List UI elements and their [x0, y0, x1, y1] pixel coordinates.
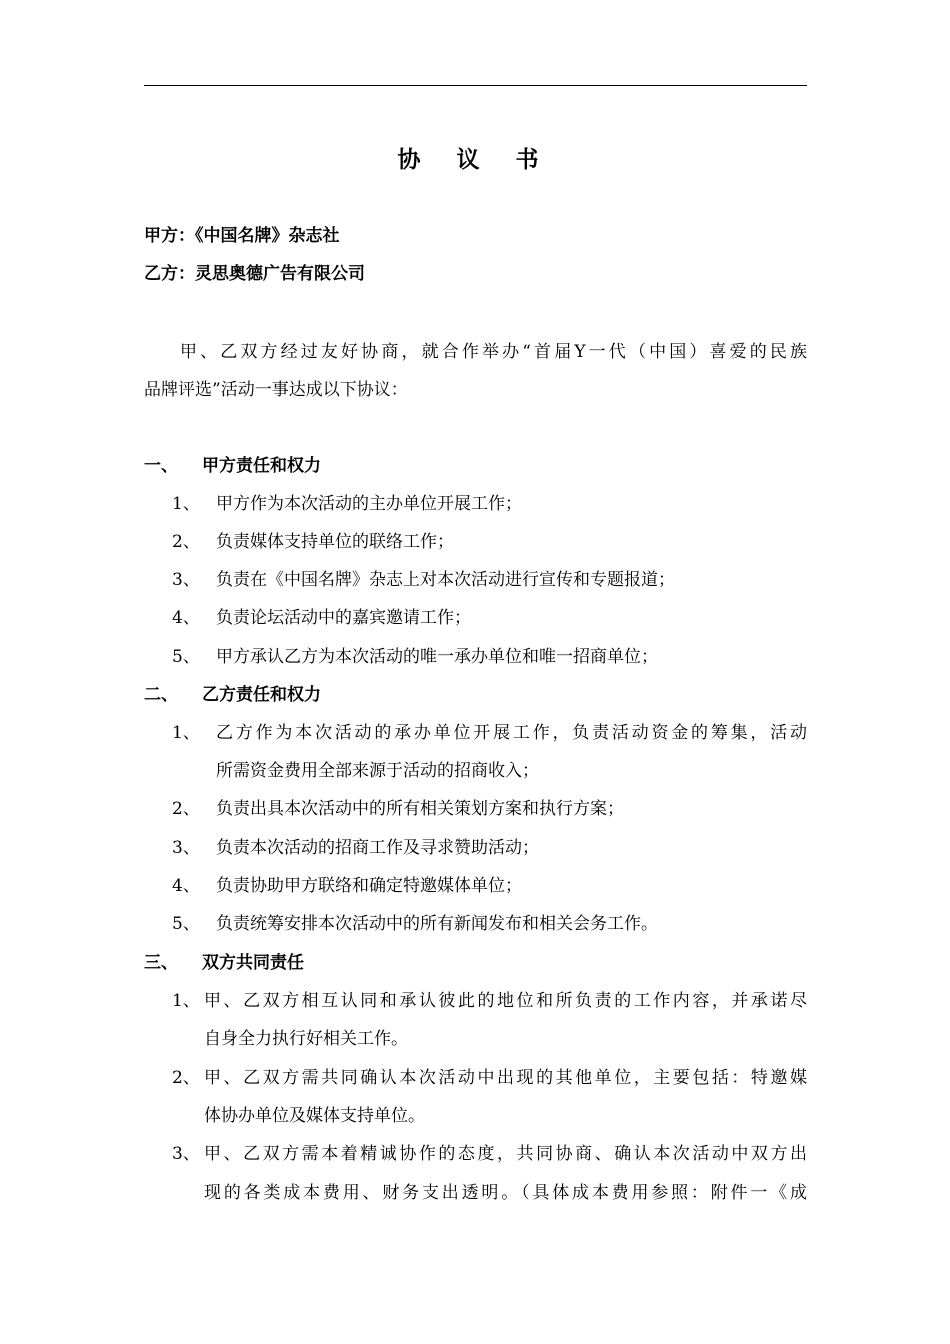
section-number: 一、: [144, 456, 178, 476]
section-title: 乙方责任和权力: [202, 685, 321, 705]
item-text: 负责出具本次活动中的所有相关策划方案和执行方案；: [216, 799, 624, 819]
item-text: 现的各类成本费用、财务支出透明。（具体成本费用参照：附件一《成: [204, 1183, 807, 1203]
item-text: 乙方作为本次活动的承办单位开展工作，负责活动资金的筹集，活动: [216, 723, 807, 743]
item-text: 所需资金费用全部来源于活动的招商收入；: [216, 761, 539, 781]
item-text: 自身全力执行好相关工作。: [204, 1029, 408, 1049]
document-title: 协 议 书: [397, 147, 553, 173]
intro-paragraph-line-1: 甲、乙双方经过友好协商，就合作举办“首届Y一代（中国）喜爱的民族: [180, 342, 807, 362]
item-number: 2、: [172, 532, 200, 552]
item-text: 负责媒体支持单位的联络工作；: [216, 532, 454, 552]
item-number: 2、: [172, 1068, 200, 1088]
item-number: 1、: [172, 723, 200, 743]
item-text: 负责论坛活动中的嘉宾邀请工作；: [216, 608, 471, 628]
header-rule: [144, 85, 807, 86]
item-number: 3、: [172, 1144, 200, 1164]
item-text: 甲方作为本次活动的主办单位开展工作；: [216, 494, 522, 514]
item-text: 甲、乙双方相互认同和承认彼此的地位和所负责的工作内容，并承诺尽: [204, 991, 807, 1011]
item-number: 3、: [172, 838, 200, 858]
party-a: 甲方：《中国名牌》杂志社: [144, 226, 340, 246]
item-number: 5、: [172, 914, 200, 934]
section-title: 甲方责任和权力: [202, 456, 321, 476]
item-text: 负责本次活动的招商工作及寻求赞助活动；: [216, 838, 539, 858]
intro-paragraph-line-2: 品牌评选”活动一事达成以下协议：: [144, 380, 408, 400]
item-number: 2、: [172, 799, 200, 819]
section-number: 三、: [144, 953, 178, 973]
item-number: 1、: [172, 991, 200, 1011]
item-number: 1、: [172, 494, 200, 514]
item-text: 甲、乙双方需本着精诚协作的态度，共同协商、确认本次活动中双方出: [204, 1144, 807, 1164]
item-text: 甲方承认乙方为本次活动的唯一承办单位和唯一招商单位；: [216, 647, 658, 667]
item-text: 负责在《中国名牌》杂志上对本次活动进行宣传和专题报道；: [216, 570, 675, 590]
item-number: 4、: [172, 876, 200, 896]
section-number: 二、: [144, 685, 178, 705]
item-number: 4、: [172, 608, 200, 628]
item-text: 体协办单位及媒体支持单位。: [204, 1106, 425, 1126]
item-text: 甲、乙双方需共同确认本次活动中出现的其他单位，主要包括：特邀媒: [204, 1068, 807, 1088]
party-b: 乙方：灵思奥德广告有限公司: [144, 264, 365, 284]
item-number: 3、: [172, 570, 200, 590]
item-text: 负责协助甲方联络和确定特邀媒体单位；: [216, 876, 522, 896]
item-number: 5、: [172, 647, 200, 667]
section-title: 双方共同责任: [202, 953, 304, 973]
item-text: 负责统筹安排本次活动中的所有新闻发布和相关会务工作。: [216, 914, 658, 934]
